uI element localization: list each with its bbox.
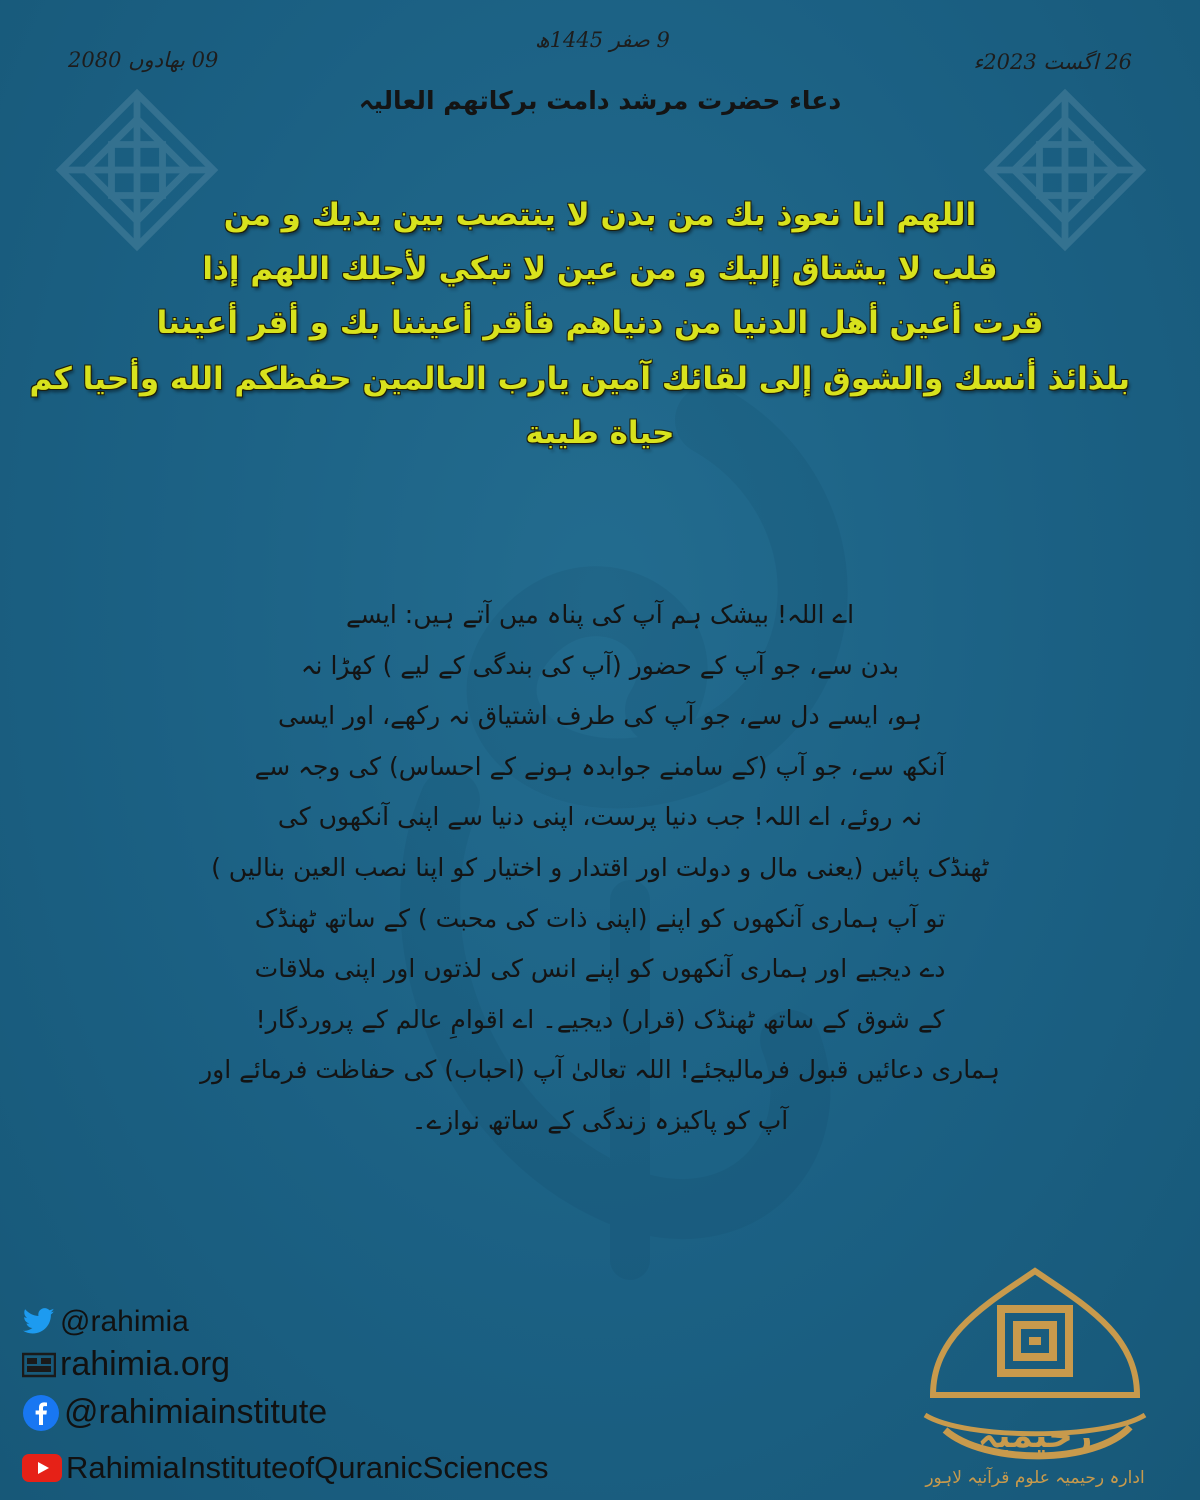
urdu-line: ہو، ایسے دل سے، جو آپ کی طرف اشتیاق نہ رکھے، اور ایسی	[278, 701, 922, 731]
gregorian-date: 26 اگست 2023ء	[973, 50, 1132, 74]
facebook-icon	[22, 1394, 60, 1432]
hijri-date: 9 صفر 1445ھ	[535, 28, 670, 52]
youtube-channel-text: RahimiaInstituteofQuranicSciences	[66, 1450, 549, 1485]
urdu-line: ٹھنڈک پائیں (یعنی مال و دولت اور اقتدار و اختیار کو اپنا نصب العین بنالیں )	[211, 852, 989, 882]
urdu-line: نہ روئے، اے اللہ! جب دنیا پرست، اپنی دنیا سے اپنی آنکھوں کی	[277, 802, 923, 832]
urdu-line: ہماری دعائیں قبول فرمالیجئے! اللہ تعالیٰ آپ (احباب) کی حفاظت فرمائے اور	[200, 1055, 1000, 1085]
facebook-handle[interactable]	[22, 1393, 327, 1432]
website-text: rahimia.org	[60, 1345, 231, 1383]
youtube-channel[interactable]	[22, 1450, 548, 1486]
urdu-line: تو آپ ہماری آنکھوں کو اپنے (اپنی ذات کی محبت ) کے ساتھ ٹھنڈک	[254, 903, 946, 933]
logo-name-text: رحیمیہ	[977, 1416, 1093, 1456]
arabic-line: قلب لا يشتاق إليك و من عين لا تبكي لأجلك اللهم إذا	[202, 251, 998, 287]
youtube-icon	[22, 1454, 62, 1482]
urdu-translation	[150, 590, 1050, 1147]
arabic-line: بلذائذ أنسك والشوق إلى لقائك آمين يارب العالمين حفظكم الله وأحيا كم	[29, 361, 1130, 397]
twitter-handle[interactable]	[22, 1305, 189, 1339]
arabic-line: اللهم انا نعوذ بك من بدن لا ينتصب بين يديك و من	[223, 197, 977, 233]
rahimia-institute-logo	[905, 1265, 1165, 1495]
urdu-line: بدن سے، جو آپ کے حضور (آپ کی بندگی کے لیے ) کھڑا نہ	[300, 650, 900, 680]
arabic-dua	[29, 188, 1130, 460]
bikrami-date: 09 بھادوں 2080	[68, 48, 219, 72]
logo-subtitle-text: ادارہ رحیمیہ علوم قرآنیہ لاہور	[925, 1468, 1145, 1488]
urdu-line: آنکھ سے، جو آپ (کے سامنے جوابدہ ہونے کے احساس) کی وجہ سے	[254, 751, 946, 781]
twitter-handle-text: @rahimia	[60, 1305, 189, 1338]
facebook-handle-text: @rahimiainstitute	[64, 1393, 328, 1431]
urdu-line: کے شوق کے ساتھ ٹھنڈک (قرار) دیجیے۔ اے اقوامِ عالم کے پروردگار!	[255, 1004, 945, 1034]
page-title: دعاء حضرت مرشد دامت برکاتھم العالیہ	[358, 86, 842, 115]
arabic-line: حياة طيبة	[525, 415, 675, 451]
urdu-line: اے اللہ! بیشک ہم آپ کی پناہ میں آتے ہیں: ایسے	[345, 600, 855, 629]
urdu-line: دے دیجیے اور ہماری آنکھوں کو اپنے انس کی لذتوں اور اپنی ملاقات	[254, 954, 946, 984]
web-icon	[22, 1352, 56, 1378]
website-link[interactable]	[22, 1345, 230, 1384]
arabic-line: قرت أعين أهل الدنيا من دنياهم فأقر أعيننا بك و أقر أعيننا	[156, 305, 1044, 341]
twitter-icon	[22, 1308, 56, 1336]
urdu-line: آپ کو پاکیزہ زندگی کے ساتھ نوازے۔	[411, 1105, 789, 1135]
